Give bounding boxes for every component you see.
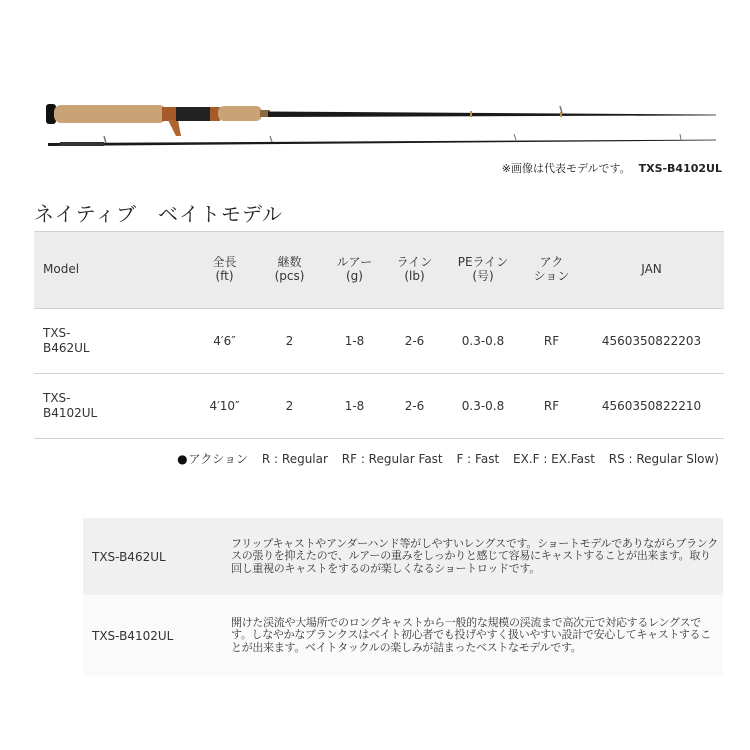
legend-item: RF : Regular Fast: [341, 452, 443, 466]
cell-action: RF: [543, 333, 560, 348]
description-text: 開けた渓流や大場所でのロングキャストから一般的な規模の渓流まで高次元で対応するレングスです。しなやかなブランクスはベイト初心者でも投げやすく扱いやすい設計で安心してキャストすることが出来ます。ベイトタックルの楽しみが詰まったベストなモデルです。: [231, 616, 711, 654]
spec-table: [34, 231, 724, 439]
legend-item: RS : Regular Slow): [608, 452, 719, 466]
model-prefix: TXS-: [43, 391, 71, 405]
model-prefix: TXS-: [43, 326, 71, 340]
rear-cork-grip: [54, 105, 166, 123]
fore-cork-grip: [218, 106, 262, 121]
cell-length: 4′10″: [209, 398, 240, 413]
copper-ring: [162, 107, 178, 121]
series-title: ネイティブ ベイトモデル: [34, 202, 283, 226]
model-description-table: [83, 518, 723, 676]
header-pe-line: [442, 232, 524, 309]
header-label: ライン: [396, 255, 433, 270]
header-label: Model: [43, 262, 80, 277]
cell-pe-line: 0.3-0.8: [461, 333, 505, 348]
legend-label: アクション: [188, 452, 249, 466]
header-line: [387, 232, 442, 309]
action-legend: [177, 450, 719, 467]
header-unit: (号): [472, 269, 494, 283]
spec-header-row: [34, 232, 724, 309]
rod-blank-upper: [268, 112, 716, 118]
table-row: [34, 309, 724, 374]
cell-length: 4′6″: [213, 333, 236, 348]
legend-item: F : Fast: [456, 452, 500, 466]
legend-item: EX.F : EX.Fast: [512, 452, 595, 466]
model-suffix: B4102UL: [43, 406, 98, 420]
description-text: フリップキャストやアンダーハンド等がしやすいレングスです。ショートモデルでありながらブランクスの張りを抑えたので、ルアーの重みをしっかりと感じて容易にキャストすることが出来ます。取り回し重視のキャストをするのが楽しくなるショートロッドです。: [231, 537, 718, 575]
reel-seat: [176, 107, 212, 121]
guide: [560, 106, 562, 113]
guide: [680, 134, 681, 140]
cell-pe-line: 0.3-0.8: [461, 398, 505, 413]
cell-line: 2-6: [404, 333, 425, 348]
header-model: [34, 232, 192, 309]
rod-blank-lower: [48, 140, 716, 146]
header-unit: (g): [346, 269, 363, 283]
header-label: ルアー: [336, 255, 373, 270]
image-caption: [502, 160, 722, 176]
header-action: [524, 232, 579, 309]
guide: [514, 134, 516, 140]
cell-pieces: 2: [285, 333, 294, 348]
header-label: 継数: [277, 255, 302, 270]
guide-wrap: [470, 111, 472, 117]
cell-action: RF: [543, 398, 560, 413]
rod-product-image: [40, 96, 720, 156]
description-model: TXS-B4102UL: [92, 628, 174, 643]
cell-model: [34, 374, 192, 439]
cell-model: [34, 309, 192, 374]
cell-jan: 4560350822203: [601, 333, 702, 348]
header-unit: (pcs): [274, 269, 305, 283]
caption-model-code: TXS-B4102UL: [638, 162, 722, 175]
cell-line: 2-6: [404, 398, 425, 413]
bullet-icon: ●: [177, 452, 188, 466]
header-unit: (ft): [215, 269, 234, 283]
description-row: [83, 518, 723, 595]
header-length: [192, 232, 257, 309]
header-lure: [322, 232, 387, 309]
cell-lure: 1-8: [344, 398, 365, 413]
legend-item: R : Regular: [261, 452, 328, 466]
ferrule: [60, 142, 104, 146]
header-jan: [579, 232, 724, 309]
header-pieces: [257, 232, 322, 309]
header-unit: (lb): [404, 269, 425, 283]
header-label: JAN: [641, 262, 662, 277]
guide: [270, 136, 272, 142]
description-row: [83, 595, 723, 676]
model-suffix: B462UL: [43, 341, 90, 355]
header-label: PEライン: [457, 255, 509, 270]
trigger: [168, 120, 181, 136]
caption-note: ※画像は代表モデルです。: [501, 162, 631, 175]
header-label: ション: [533, 269, 570, 283]
description-model: TXS-B462UL: [92, 549, 166, 564]
fishing-rod-illustration: [40, 96, 720, 156]
cell-lure: 1-8: [344, 333, 365, 348]
cell-pieces: 2: [285, 398, 294, 413]
cell-jan: 4560350822210: [601, 398, 702, 413]
header-label: 全長: [212, 255, 237, 270]
header-label: アク: [539, 255, 564, 270]
guide: [104, 136, 106, 143]
table-row: [34, 374, 724, 439]
